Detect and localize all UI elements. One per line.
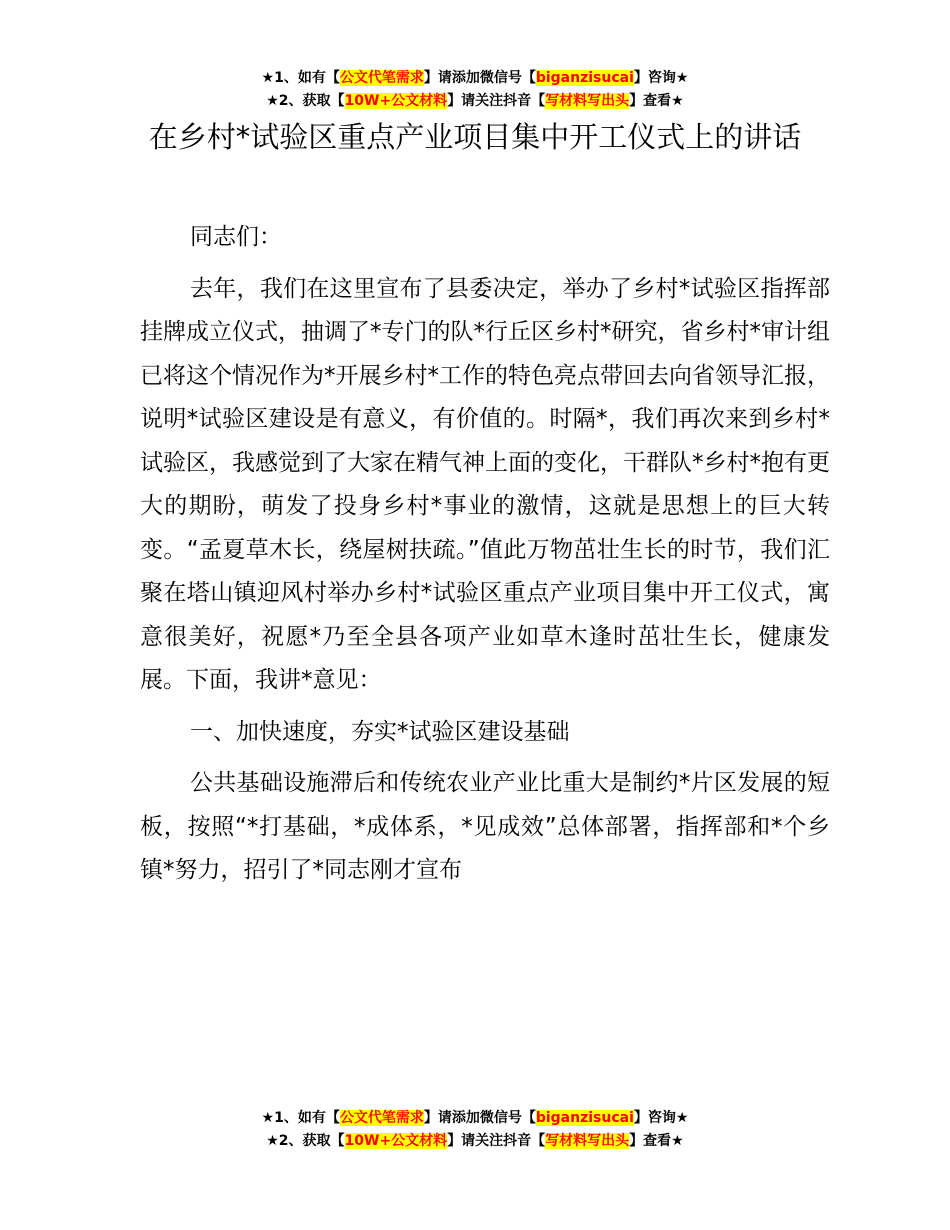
body-paragraph: 去年，我们在这里宣布了县委决定，举办了乡村*试验区指挥部挂牌成立仪式，抽调了*专门的队*行丘区乡村*研究，省乡村*审计组已将这个情况作为*开展乡村*工作的特色亮点带回去向省领导汇报，说明*试验区建设是有意义，有价值的。时隔*，我们再次来到乡村*试验区，我感觉到了大家在精气神上面的变化，干群队*乡村*抱有更大的期盼，萌发了投身乡村*事业的激情，这就是思想上的巨大转变。“孟夏草木长，绕屋树扶疏。”值此万物茁壮生长的时节，我们汇聚在塔山镇迎风村举办乡村*试验区重点产业项目集中开工仪式，寓意很美好，祝愿*乃至全县各项产业如草木逢时茁壮生长，健康发展。下面，我讲*意见： — [140, 275, 830, 693]
promo-highlight: biganzisucai — [535, 1110, 634, 1126]
body-paragraph: 公共基础设施滞后和传统农业产业比重大是制约*片区发展的短板，按照“*打基础，*成体系，*见成效”总体部署，指挥部和*个乡镇*努力，招引了*同志刚才宣布 — [140, 770, 830, 883]
promo-highlight: 写材料写出头 — [545, 1133, 630, 1149]
promo-highlight: 公文代笔需求 — [339, 1110, 424, 1126]
promo-highlight: 10W+公文材料 — [344, 1133, 448, 1149]
promo-highlight: biganzisucai — [535, 70, 634, 86]
top-promo-banner — [0, 67, 950, 113]
document-title: 在乡村*试验区重点产业项目集中开工仪式上的讲话 — [148, 120, 802, 154]
promo-text: 】请关注抖音【 — [447, 93, 546, 109]
promo-text: 】查看★ — [629, 93, 684, 109]
promo-text: 】查看★ — [629, 1133, 684, 1149]
promo-text: ★1、如有【 — [261, 70, 340, 86]
promo-text: ★2、获取【 — [266, 1133, 345, 1149]
document-body — [140, 216, 830, 901]
promo-highlight: 10W+公文材料 — [344, 93, 448, 109]
bottom-promo-banner — [0, 1107, 950, 1153]
promo-line-1 — [0, 67, 950, 90]
promo-text: 】请关注抖音【 — [447, 1133, 546, 1149]
promo-highlight: 写材料写出头 — [545, 93, 630, 109]
promo-text: 】咨询★ — [633, 70, 689, 86]
promo-highlight: 公文代笔需求 — [339, 70, 424, 86]
promo-line-1 — [0, 1107, 950, 1130]
promo-line-2 — [0, 1130, 950, 1153]
promo-line-2 — [0, 90, 950, 113]
section-heading: 一、加快速度，夯实*试验区建设基础 — [190, 718, 570, 745]
promo-text: 】咨询★ — [633, 1110, 689, 1126]
promo-text: 】请添加微信号【 — [423, 70, 536, 86]
promo-text: ★1、如有【 — [261, 1110, 340, 1126]
salutation: 同志们： — [190, 224, 282, 250]
promo-text: 】请添加微信号【 — [423, 1110, 536, 1126]
promo-text: ★2、获取【 — [266, 93, 345, 109]
